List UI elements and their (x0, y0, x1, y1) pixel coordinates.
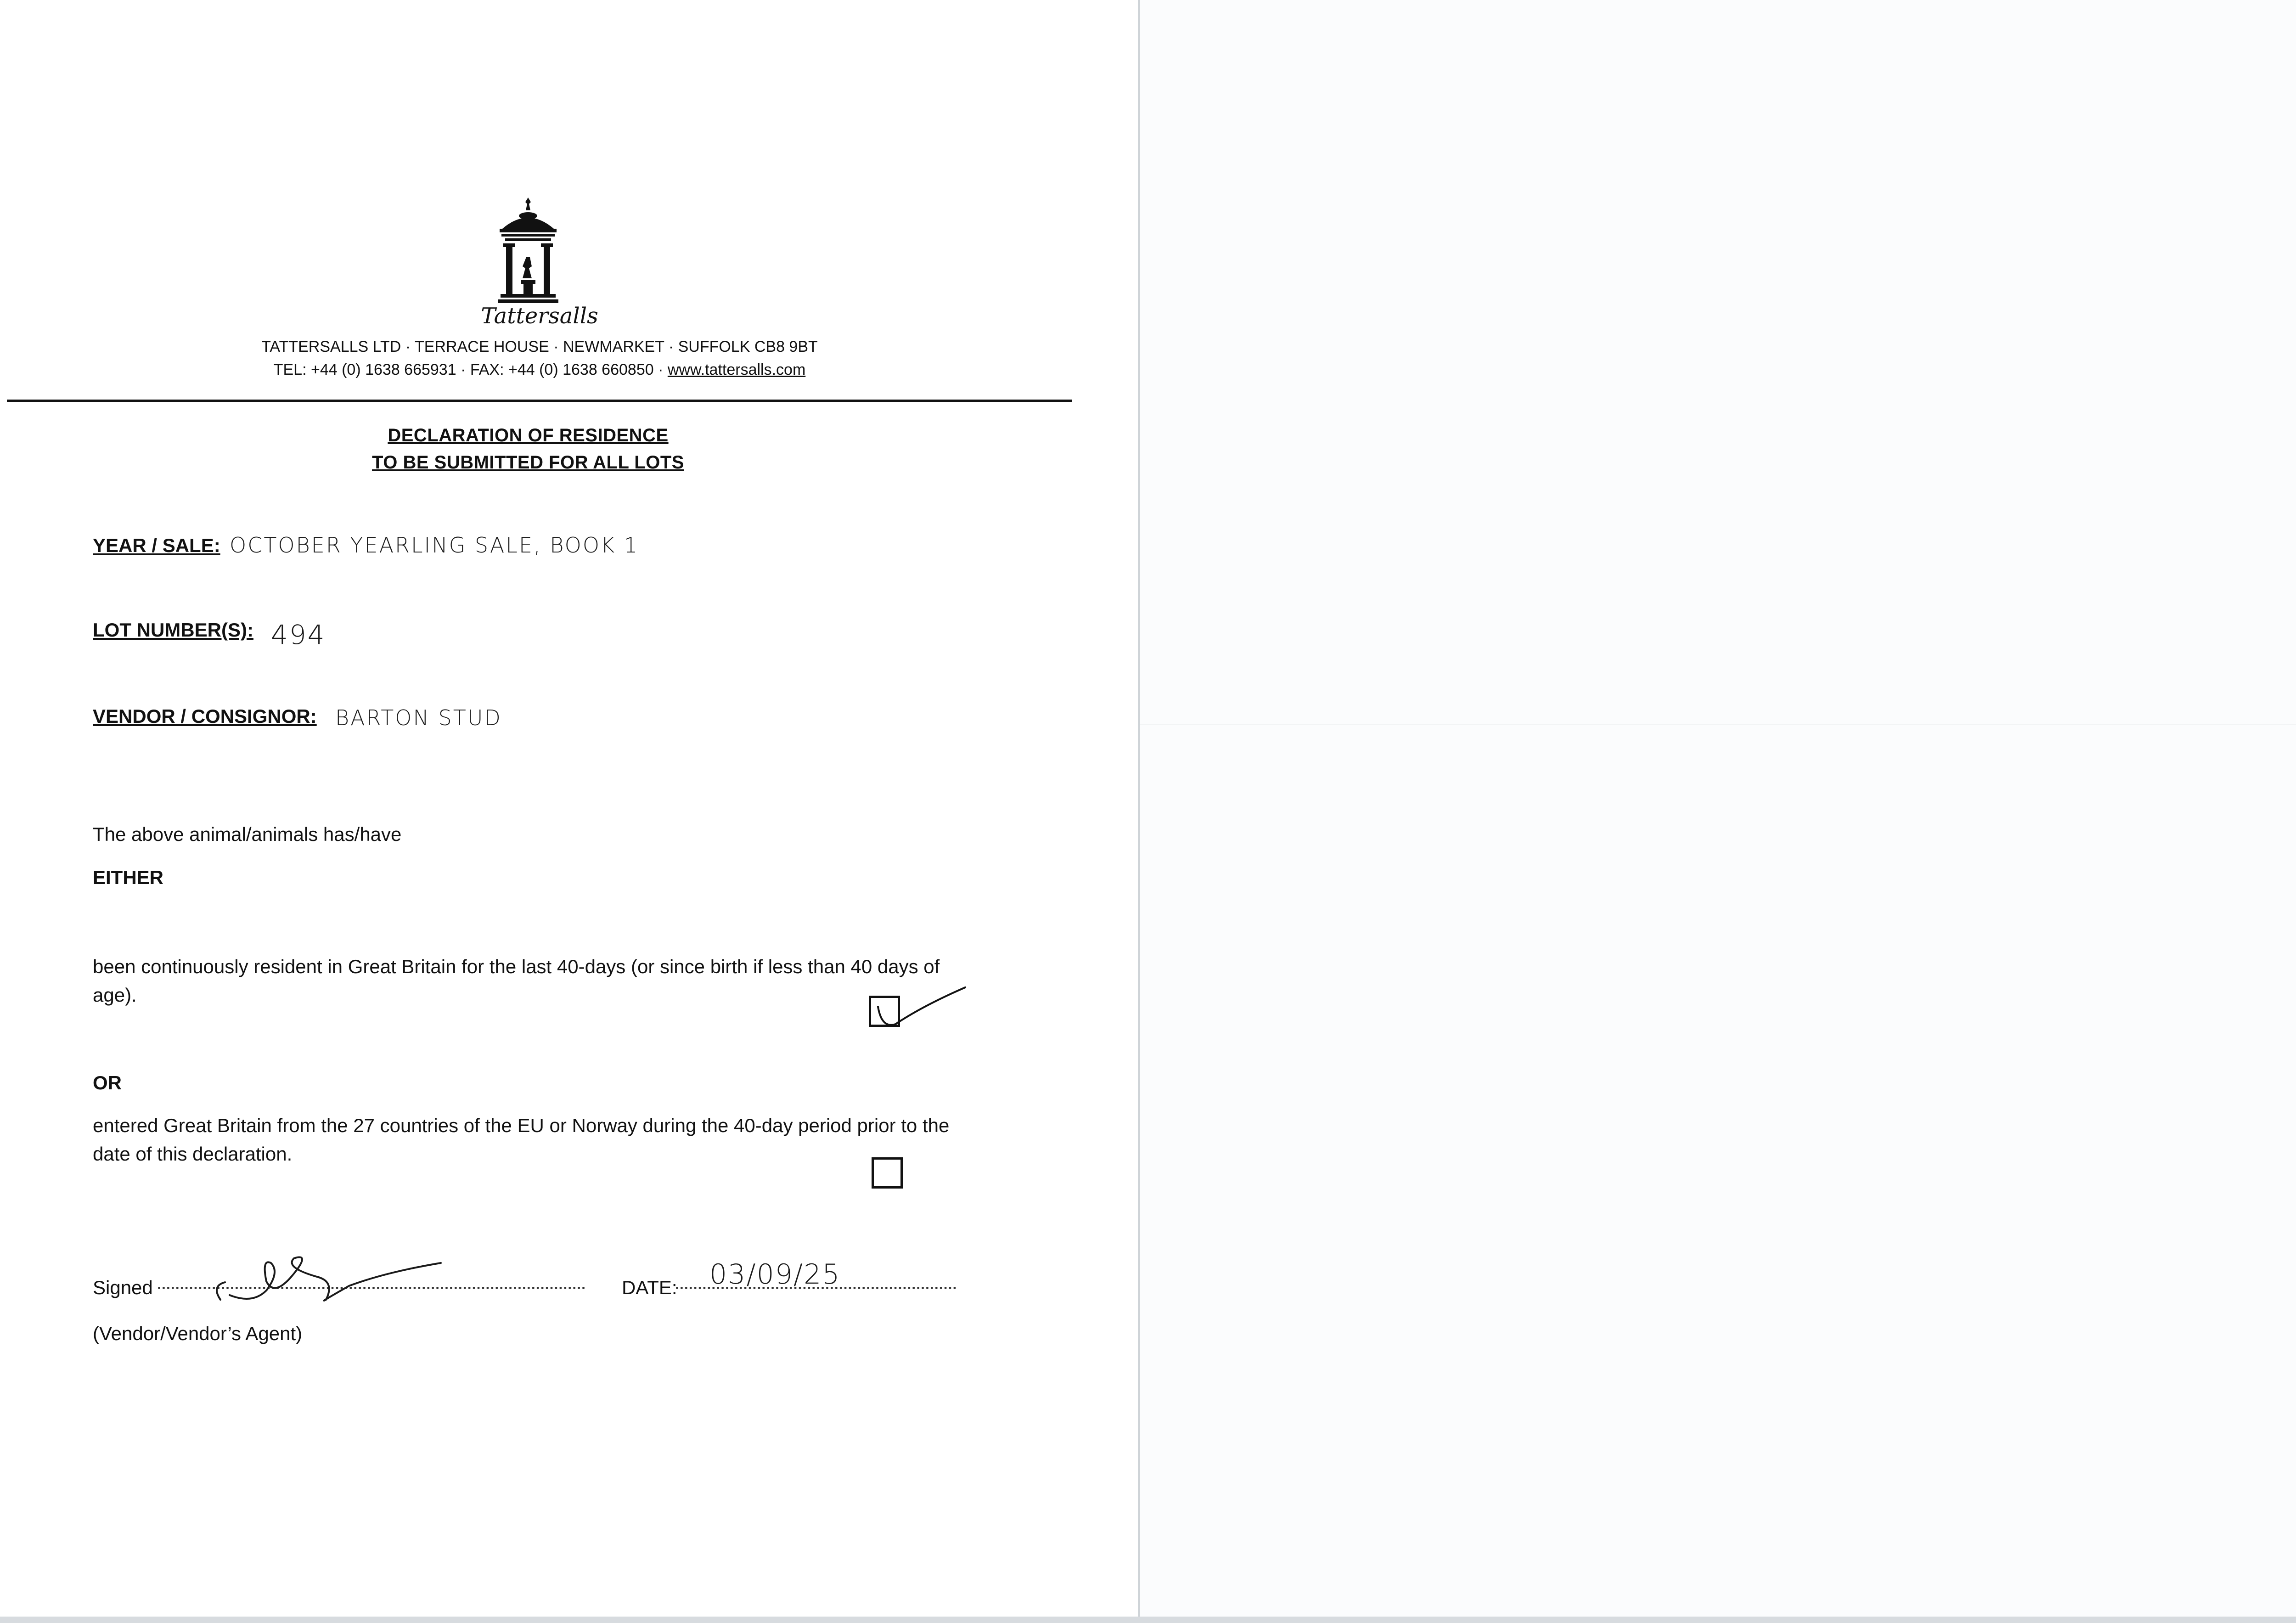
left-page (0, 0, 1138, 1623)
document-title: DECLARATION OF RESIDENCE (388, 425, 669, 445)
pavilion-statue-icon (496, 193, 560, 317)
lot-number-label: LOT NUMBER(S): (93, 619, 253, 641)
handwritten-signature (211, 1240, 445, 1309)
contact-line (0, 361, 1079, 379)
vendor-label: VENDOR / CONSIGNOR: (93, 705, 317, 727)
date-label: DATE: (622, 1277, 677, 1298)
option2-checkbox[interactable] (872, 1157, 903, 1189)
website-link[interactable]: www.tattersalls.com (667, 361, 806, 378)
year-sale-label: YEAR / SALE: (93, 535, 220, 556)
bottom-scan-edge (0, 1617, 2296, 1623)
date-value: 03/09/25 (709, 1258, 841, 1291)
brand-name: Tattersalls (481, 303, 598, 329)
intro-text: The above animal/animals has/have (93, 823, 402, 845)
checkmark-icon (868, 978, 974, 1033)
document-subtitle: TO BE SUBMITTED FOR ALL LOTS (372, 452, 684, 473)
header-divider (7, 400, 1072, 402)
option2-text: entered Great Britain from the 27 countries of the EU or Norway during the 40-day period prior to the date of this declaration. (93, 1115, 950, 1165)
either-heading: EITHER (93, 867, 164, 888)
vendor-value: BARTON STUD (335, 705, 502, 730)
signed-label: Signed (93, 1277, 153, 1298)
vendor-agent-label: (Vendor/Vendor’s Agent) (93, 1323, 303, 1344)
address-line: TATTERSALLS LTD · TERRACE HOUSE · NEWMARKET · SUFFOLK CB8 9BT (261, 338, 818, 355)
or-heading: OR (93, 1072, 122, 1093)
year-sale-value: OCTOBER YEARLING SALE, BOOK 1 (230, 533, 639, 558)
option1-text: been continuously resident in Great Britain for the last 40-days (or since birth if less than 40 days of age). (93, 956, 940, 1006)
right-page-crease (1140, 724, 2296, 725)
right-blank-page (1140, 0, 2296, 1623)
lot-number-value: 494 (271, 619, 326, 650)
contact-text: TEL: +44 (0) 1638 665931 · FAX: +44 (0) 1638 660850 · (273, 361, 668, 378)
